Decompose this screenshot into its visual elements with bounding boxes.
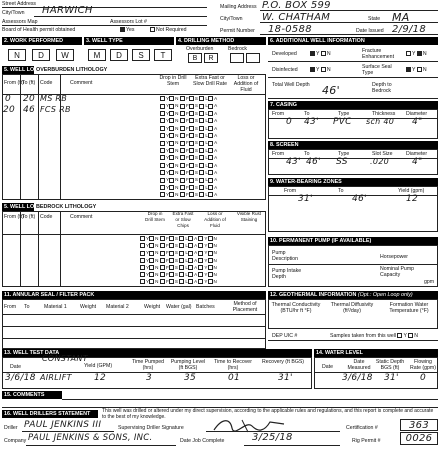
date-issued-label: Date Issued <box>356 28 384 34</box>
test-col-time: Time Pumped (hrs) <box>131 359 165 371</box>
geothermal-header: 12. GEOTHERMAL INFORMATION (Opt.: Open Loop only) <box>268 291 438 299</box>
date-complete-value: 3/25/18 <box>252 432 293 443</box>
ob-row1-from: 0 <box>5 94 12 104</box>
screen-type: SS <box>336 157 348 167</box>
casing-col-diameter: Diameter <box>406 111 428 117</box>
state-value: MA <box>392 11 410 24</box>
an-col-mat1: Material 1 <box>44 304 67 310</box>
overburden-yn-row[interactable]: Y N F S L A <box>160 126 217 131</box>
test-col-level: Pumping Level (ft BGS) <box>170 359 206 371</box>
disinfected-label: Disinfected <box>272 67 298 73</box>
overburden-method-2[interactable]: R <box>204 53 218 63</box>
cert-label: Certification # <box>346 425 378 431</box>
overburden-yn-row[interactable]: Y N F S L A <box>160 96 217 101</box>
overburden-yn-row[interactable]: Y N F S L A <box>160 148 217 153</box>
date-complete-label: Date Job Complete <box>180 438 225 444</box>
wb-from: 31' <box>298 194 313 204</box>
city2-label: City/Town <box>220 16 243 22</box>
disinfected-yn[interactable]: Y N <box>310 67 331 73</box>
casing-thickness: sch 40 <box>366 117 395 126</box>
col-from: From (ft) <box>4 80 24 86</box>
wb-to: 46' <box>352 194 367 204</box>
casing-header: 7. CASING <box>268 101 438 109</box>
overburden-label: Overburden <box>186 46 214 52</box>
type-option-d[interactable]: D <box>110 49 128 61</box>
well-type-header: 3. WELL TYPE <box>84 37 174 45</box>
br-col-chips: Extra Fast or Slow Chips <box>172 211 194 228</box>
overburden-yn-row[interactable]: Y N F S L A <box>160 170 217 175</box>
ob-row2-to: 46 <box>23 105 36 115</box>
screen-to: 46' <box>306 157 321 167</box>
casing-to: 43' <box>304 117 319 127</box>
work-option-n[interactable]: N <box>8 49 26 61</box>
ob-row1-to: 20 <box>23 94 36 104</box>
test-col-recovery: Recovery (ft BGS) <box>261 359 305 365</box>
overburden-method[interactable]: B <box>188 53 202 63</box>
br-col-code: Code <box>40 214 53 220</box>
permit-label: Permit Number <box>220 28 255 34</box>
wl-col-flow: Flowing Rate (gpm) <box>410 359 436 371</box>
an-col-method: Method of Placement <box>232 301 258 313</box>
overburden-yn-row[interactable]: Y N F S L A <box>160 111 217 116</box>
casing-from: 0 <box>286 117 293 127</box>
ob-row2-from: 20 <box>3 105 16 115</box>
assessors-lot-label: Assessors Lot # <box>110 19 147 25</box>
test-col-yield: Yield (GPM) <box>84 363 113 369</box>
an-col-from: From <box>4 304 17 310</box>
wb-col-to: To <box>338 188 344 194</box>
br-col-fluid: Loss or Addition of Fluid <box>204 211 226 228</box>
test-recover: 01 <box>228 373 241 383</box>
water-level-header: 14. WATER LEVEL <box>314 349 438 357</box>
drilling-method-header: 4. DRILLING METHOD <box>176 37 266 45</box>
bedrock-yn-row[interactable]: Y N F S L A Y N <box>140 258 217 263</box>
driller-statement-header: 16. WELL DRILLERS STATEMENT <box>2 410 98 418</box>
casing-type: PVC <box>333 117 352 127</box>
type-option-m[interactable]: M <box>88 49 106 61</box>
col-rate: Extra Fast or Slow Drill Rate <box>192 75 227 87</box>
col-fluid: Loss or Addition of Fluid <box>233 75 259 93</box>
bedrock-yn-row[interactable]: Y N F S L A Y N <box>140 265 217 270</box>
nominal-capacity-label: Nominal Pump Capacity <box>380 266 415 278</box>
col-drop: Drop in Drill Stem <box>159 75 187 87</box>
overburden-yn-row[interactable]: Y N F S L A <box>160 133 217 138</box>
water-bearing-header: 9. WATER-BEARING ZONES <box>268 178 438 186</box>
casing-col-thickness: Thickness <box>372 111 396 117</box>
screen-col-diameter: Diameter <box>406 151 428 157</box>
overburden-yn-row[interactable]: Y N F S L A <box>160 192 217 197</box>
screen-diameter: 4" <box>412 157 423 167</box>
bedrock-method-2[interactable] <box>246 53 260 63</box>
an-col-wt2: Weight <box>144 304 161 310</box>
bedrock-yn-row[interactable]: Y N F S L A Y N <box>140 243 217 248</box>
well-test-header: 13. WELL TEST DATA <box>2 349 312 357</box>
br-col-to: To (ft) <box>22 214 36 220</box>
developed-label: Developed <box>272 51 297 57</box>
screen-col-slot: Slot Size <box>372 151 393 157</box>
city-label: City/Town <box>2 10 25 16</box>
driller-label: Driller <box>4 425 18 431</box>
rig-permit-value: 0026 <box>400 432 438 445</box>
casing-diameter: 4" <box>412 117 423 127</box>
test-col-date: Date <box>10 364 21 370</box>
test-method-top: CONSTANT <box>42 354 88 363</box>
wl-col-date: Date <box>322 364 333 370</box>
comments-header: 15. COMMENTS <box>2 391 62 399</box>
an-col-mat2: Material 2 <box>106 304 129 310</box>
br-col-from: From (ft) <box>4 214 24 220</box>
work-option-d[interactable]: D <box>32 49 50 61</box>
screen-from: 43' <box>286 157 301 167</box>
not-required-checkbox[interactable] <box>150 27 155 32</box>
casing-col-type: Type <box>338 111 350 117</box>
col-to: To (ft) <box>22 80 36 86</box>
overburden-yn-row[interactable]: Y N F S L A <box>160 185 217 190</box>
city-value: HARWICH <box>42 5 93 16</box>
street-label: Street Address <box>2 1 37 7</box>
mailing-value: P.O. BOX 599 <box>262 0 331 11</box>
surface-seal-label: Surface Seal Type <box>362 64 392 76</box>
screen-col-to: To <box>304 151 310 157</box>
additional-info-header: 6. ADDITIONAL WELL INFORMATION <box>268 37 438 45</box>
developed-yn[interactable]: Y N <box>310 51 331 57</box>
bedrock-label: Bedrock <box>228 46 248 52</box>
test-time: 3 <box>146 373 153 383</box>
company-value: PAUL JENKINS & SONS, INC. <box>28 433 153 443</box>
screen-header: 8. SCREEN <box>268 141 438 149</box>
overburden-yn-row[interactable]: Y N F S L A <box>160 118 217 123</box>
bedrock-yn-row[interactable]: Y N F S L A Y N <box>140 250 217 255</box>
total-depth-value: 46' <box>322 84 340 97</box>
overburden-yn-row[interactable]: Y N F S L A <box>160 163 217 168</box>
test-date: 3/6/18 <box>5 373 36 383</box>
work-option-w[interactable]: W <box>56 49 74 61</box>
test-yield: 12 <box>94 373 107 383</box>
assessors-map-label: Assessors Map <box>2 19 38 25</box>
company-label: Company <box>4 438 27 444</box>
annular-header: 11. ANNULAR SEAL / FILTER PACK <box>2 291 266 299</box>
wl-col-static: Static Depth BGS (ft) <box>375 359 405 371</box>
board-yes-option[interactable]: Yes <box>120 27 134 33</box>
wb-col-yield: Yield (gpm) <box>398 188 425 194</box>
fracture-yn[interactable]: Y N <box>406 51 427 57</box>
pump-description-label: Pump Description <box>272 250 298 262</box>
test-col-recover: Time to Recover (hrs) <box>214 359 252 371</box>
an-col-water: Water (gal) <box>166 304 192 310</box>
samples-label: Samples taken from this well Y N <box>330 333 419 339</box>
permit-value: 18-0588 <box>268 24 312 35</box>
test-recovery: 31' <box>278 373 293 383</box>
wb-col-from: From <box>284 188 297 194</box>
col-comment: Comment <box>70 80 93 86</box>
test-level: 35 <box>184 373 197 383</box>
casing-col-from: From <box>272 111 285 117</box>
thermal-diffusivity-label: Thermal Diffusivity (ft²/day) <box>330 302 374 314</box>
rig-permit-label: Rig Permit # <box>352 438 381 444</box>
date-issued-value: 2/9/18 <box>392 24 426 35</box>
yes-checkbox[interactable] <box>120 27 125 32</box>
fracture-label: Fracture Enhancement <box>362 48 395 60</box>
overburden-yn-row[interactable]: Y N F S L A <box>160 103 217 108</box>
an-col-wt1: Weight <box>80 304 97 310</box>
test-method: AIRLIFT <box>40 373 72 382</box>
pump-intake-label: Pump Intake Depth <box>272 268 302 280</box>
col-code: Code <box>40 80 53 86</box>
wb-yield: 12 <box>406 194 419 204</box>
type-option-s[interactable]: S <box>132 49 150 61</box>
an-col-batches: Batches <box>196 304 215 310</box>
overburden-yn-row[interactable]: Y N F S L A <box>160 140 217 145</box>
casing-col-to: To <box>304 111 310 117</box>
well-log-header: 5. WELL LOG <box>4 67 39 73</box>
driller-value: PAUL JENKINS III <box>24 420 102 430</box>
driller-statement-text: This well was drilled or altered under my direct supervision, according to the applicable rules and regulations, and this report is complete and accurate to the best of my knowledge. <box>102 408 434 420</box>
board-permit-label: Board of Health permit obtained <box>2 27 76 33</box>
wl-flow: 0 <box>420 373 427 383</box>
br-col-rust: Visible Rust Staining <box>236 211 262 222</box>
overburden-yn-row[interactable]: Y N F S L A <box>160 177 217 182</box>
state-label: State <box>368 16 381 22</box>
work-performed-header: 2. WORK PERFORMED <box>2 37 82 45</box>
br-col-drop: Drop in Drill Stem <box>145 211 165 222</box>
mailing-label: Mailing Address <box>220 4 257 10</box>
cert-value: 363 <box>400 419 438 431</box>
horsepower-label: Horsepower <box>380 254 408 260</box>
overburden-lithology-title: OVERBURDEN LITHOLOGY <box>36 67 108 73</box>
formation-temp-label: Formation Water Temperature (°F) <box>389 302 429 314</box>
overburden-table <box>2 74 266 200</box>
bedrock-yn-row[interactable]: Y N F S L A Y N <box>140 279 217 284</box>
city2-value: W. CHATHAM <box>262 12 331 23</box>
bedrock-lithology-title: BEDROCK LITHOLOGY <box>36 204 97 210</box>
bedrock-method[interactable] <box>230 53 244 63</box>
pump-header: 10. PERMANENT PUMP (IF AVAILABLE) <box>268 237 438 245</box>
overburden-yn-row[interactable]: Y N F S L A <box>160 155 217 160</box>
total-depth-label: Total Well Depth <box>272 82 310 88</box>
screen-col-from: From <box>272 151 285 157</box>
gpm-label: gpm <box>424 279 435 285</box>
wl-date: 3/6/18 <box>342 373 373 383</box>
board-not-required-option[interactable]: Not Required <box>150 27 187 33</box>
screen-col-type: Type <box>338 151 350 157</box>
ob-row1-code: MS RB <box>40 94 68 103</box>
wl-static: 31' <box>384 373 399 383</box>
bedrock-depth-label: Depth to Bedrock <box>372 82 392 94</box>
dep-uic-label: DEP UIC # <box>272 333 298 339</box>
wl-col-measured: Date Measured <box>347 359 371 371</box>
surface-seal-yn[interactable]: Y N <box>406 67 427 73</box>
bedrock-yn-row[interactable]: Y N F S L A Y N <box>140 272 217 277</box>
thermal-conductivity-label: Thermal Conductivity (BTU/hr ft °F) <box>271 302 321 314</box>
screen-slot: .020 <box>370 157 390 166</box>
bedrock-log-header: 5. WELL LOG <box>4 204 39 210</box>
ob-row2-code: FCS RB <box>40 105 71 114</box>
signature-label: Supervising Driller Signature <box>118 425 184 431</box>
br-col-comment: Comment <box>70 214 93 220</box>
an-col-to: To <box>24 304 30 310</box>
bedrock-yn-row[interactable]: Y N F S L A Y N <box>140 236 217 241</box>
type-option-t[interactable]: T <box>154 49 172 61</box>
